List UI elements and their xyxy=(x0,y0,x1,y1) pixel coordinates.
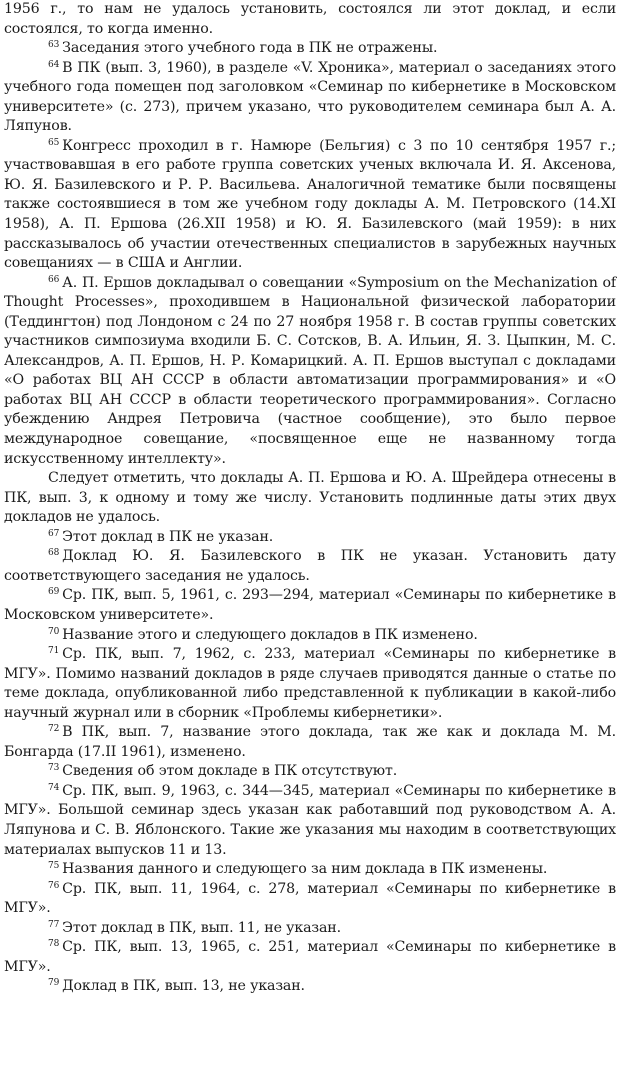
footnote-text: Заседания этого учебного года в ПК не отражены. xyxy=(62,40,438,57)
footnote-number: 73 xyxy=(48,763,60,774)
footnote-76 xyxy=(4,880,616,919)
footnote-74 xyxy=(4,782,616,860)
footnote-77 xyxy=(4,919,616,939)
footnote-number: 65 xyxy=(48,137,60,148)
footnote-number: 70 xyxy=(48,626,60,637)
footnote-continuation xyxy=(4,0,616,39)
footnote-68 xyxy=(4,547,616,586)
footnote-text: Ср. ПК, вып. 5, 1961, с. 293—294, материал «Семинары по кибернетике в Московском университете». xyxy=(4,587,616,623)
footnote-number: 69 xyxy=(48,587,60,598)
footnote-text: 1956 г., то нам не удалось установить, состоялся ли этот доклад, и если состоялся, то когда именно. xyxy=(4,1,616,37)
footnote-text: Этот доклад в ПК, вып. 11, не указан. xyxy=(62,919,341,936)
footnote-78 xyxy=(4,938,616,977)
footnote-number: 77 xyxy=(48,919,60,930)
footnote-text: Названия данного и следующего за ним доклада в ПК изменены. xyxy=(62,861,548,878)
footnote-number: 75 xyxy=(48,861,60,872)
footnote-69 xyxy=(4,586,616,625)
footnote-64 xyxy=(4,59,616,137)
footnote-text: А. П. Ершов докладывал о совещании «Symposium on the Mechanization of Thought Processes», проходившем в Национальной физической лаборатории (Теддингтон) под Лондоном с 24 по 27 ноября 1958 г. В состав группы советских участников симпозиума входили Б. С. Сотсков, В. А. Ильин, Я. З. Цыпкин, М. С. Александров, А. П. Ершов, Н. Р. Комарицкий. А. П. Ершов выступал с докладами «О работах ВЦ АН СССР в области автоматизации программирования» и «О работах ВЦ АН СССР в области теоретического программирования». Согласно убеждению Андрея Петровича (частное сообщение), это было первое международное совещание, «посвященное еще не названному тогда искусственному интеллекту». xyxy=(4,274,616,467)
footnote-number: 64 xyxy=(48,59,60,70)
footnote-67 xyxy=(4,528,616,548)
footnote-number: 68 xyxy=(48,548,60,559)
footnote-65 xyxy=(4,137,616,274)
footnote-text: Сведения об этом докладе в ПК отсутствуют. xyxy=(62,763,398,780)
footnote-text: В ПК (вып. 3, 1960), в разделе «V. Хроника», материал о заседаниях этого учебного года помещен под заголовком «Семинар по кибернетике в Московском университете» (с. 273), причем указано, что руководителем семинара был А. А. Ляпунов. xyxy=(4,59,616,135)
footnote-text: Доклад в ПК, вып. 13, не указан. xyxy=(62,978,305,995)
footnote-text: Ср. ПК, вып. 9, 1963, с. 344—345, материал «Семинары по кибернетике в МГУ». Большой семинар здесь указан как работавший под руководством А. А. Ляпунова и С. В. Яблонского. Такие же указания мы находим в соответствующих материалах выпусков 11 и 13. xyxy=(4,782,616,858)
footnote-number: 66 xyxy=(48,274,60,285)
footnote-number: 63 xyxy=(48,40,60,51)
footnote-number: 72 xyxy=(48,724,60,735)
footnote-63 xyxy=(4,39,616,59)
footnote-79 xyxy=(4,977,616,997)
footnote-66 xyxy=(4,274,616,469)
document-page xyxy=(4,0,616,997)
footnote-72 xyxy=(4,723,616,762)
footnote-70 xyxy=(4,626,616,646)
footnote-number: 71 xyxy=(48,646,60,657)
footnote-number: 74 xyxy=(48,782,60,793)
footnote-text: Ср. ПК, вып. 7, 1962, с. 233, материал «Семинары по кибернетике в МГУ». Помимо названий докладов в ряде случаев приводятся данные о статье по теме доклада, опубликованной либо представленной к публикации в какой-либо научный журнал или в сборник «Проблемы кибернетики». xyxy=(4,646,616,721)
footnote-text: В ПК, вып. 7, название этого доклада, так же как и доклада М. М. Бонгарда (17.II 1961), изменено. xyxy=(4,724,616,760)
footnote-text: Ср. ПК, вып. 11, 1964, с. 278, материал «Семинары по кибернетике в МГУ». xyxy=(4,880,616,917)
footnote-text: Ср. ПК, вып. 13, 1965, с. 251, материал «Семинары по кибернетике в МГУ». xyxy=(4,939,616,975)
footnote-66-addendum xyxy=(4,469,616,528)
footnote-number: 67 xyxy=(48,528,60,539)
footnote-text: Следует отметить, что доклады А. П. Ершова и Ю. А. Шрейдера отнесены в ПК, вып. 3, к одному и тому же числу. Установить подлинные даты этих двух докладов не удалось. xyxy=(4,470,616,526)
footnote-number: 76 xyxy=(48,880,60,891)
footnote-number: 79 xyxy=(48,978,60,989)
footnote-number: 78 xyxy=(48,939,60,950)
footnote-text: Этот доклад в ПК не указан. xyxy=(62,528,274,545)
footnote-73 xyxy=(4,762,616,782)
footnote-text: Название этого и следующего докладов в ПК изменено. xyxy=(62,626,478,643)
footnote-text: Конгресс проходил в г. Намюре (Бельгия) с 3 по 10 сентября 1957 г.; участвовавшая в его работе группа советских ученых включала И. Я. Аксенова, Ю. Я. Базилевского и Р. Р. Васильева. Аналогичной тематике были посвящены также состоявшиеся в том же учебном году доклады А. М. Петровского (14.XI 1958), А. П. Ершова (26.XII 1958) и Ю. Я. Базилевского (май 1959): в них рассказывалось об участии отечественных специалистов в зарубежных научных совещаниях — в США и Англии. xyxy=(4,137,616,272)
footnote-75 xyxy=(4,860,616,880)
footnote-text: Доклад Ю. Я. Базилевского в ПК не указан. Установить дату соответствующего заседания не удалось. xyxy=(4,548,616,584)
footnote-71 xyxy=(4,645,616,723)
